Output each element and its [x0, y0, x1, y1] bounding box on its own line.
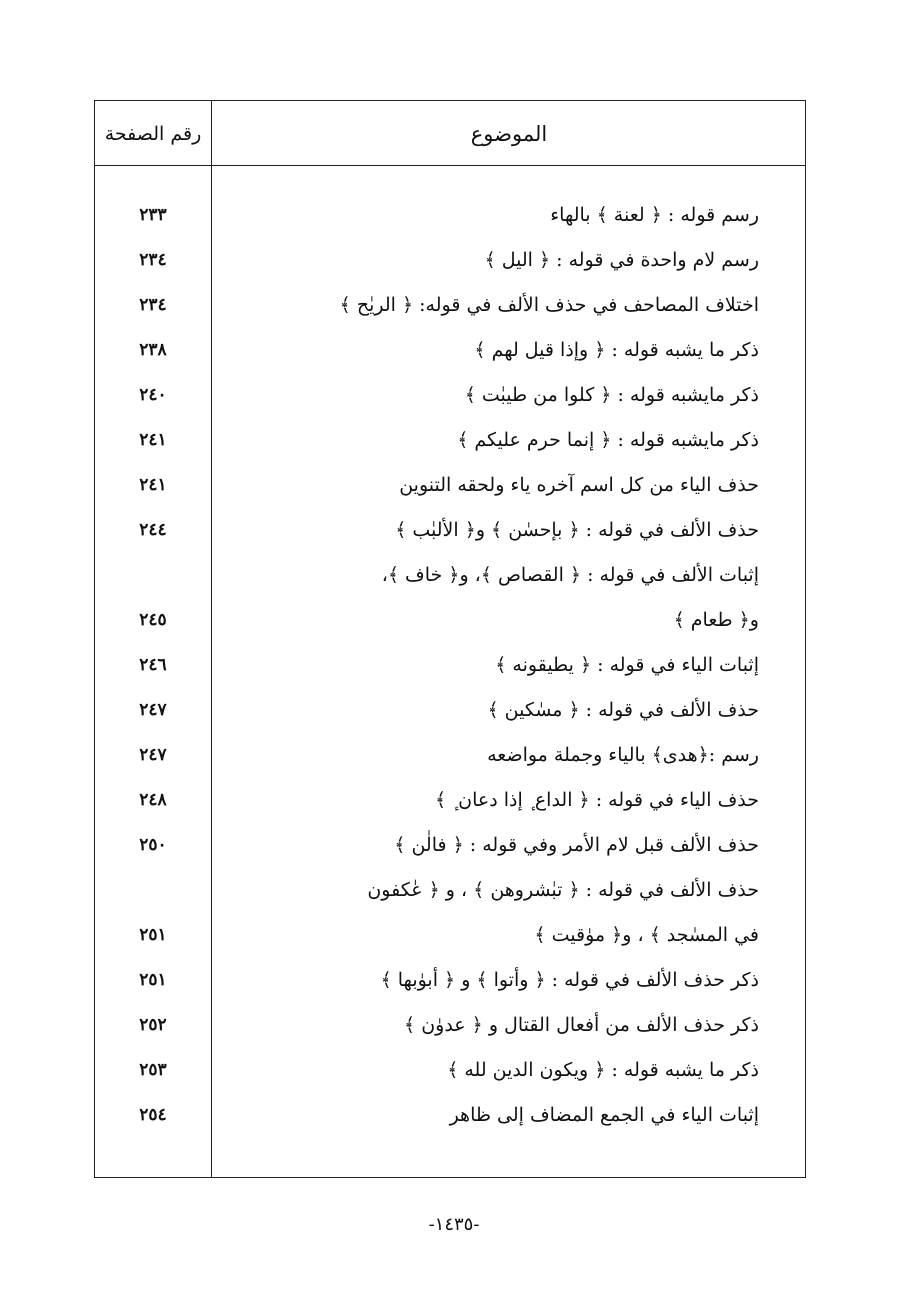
table-of-contents-frame: [94, 100, 806, 1178]
row-topic: ذكر حذف الألف من أفعال القتال و ﴿ عدوٰن ﴾: [404, 1014, 759, 1036]
table-row: [95, 283, 805, 328]
row-page-number: ٢٣٨: [139, 340, 167, 360]
row-topic: رسم :﴿هدى﴾ بالياء وجملة مواضعه: [487, 744, 759, 766]
row-topic: ذكر ما يشبه قوله : ﴿ وإذا قيل لهم ﴾: [474, 339, 759, 361]
row-topic: و﴿ طعام ﴾: [673, 609, 759, 631]
row-page-number: ٢٥٣: [139, 1060, 167, 1080]
table-row: [95, 913, 805, 958]
row-page-number: ٢٣٤: [139, 295, 167, 315]
row-topic: في المسٰجد ﴾ ، و﴿ موٰقيت ﴾: [534, 924, 759, 946]
row-topic: إثبات الألف في قوله : ﴿ القصاص ﴾، و﴿ خاف ﴾،: [381, 564, 759, 586]
row-topic: ذكر مايشبه قوله : ﴿ كلوا من طيبٰت ﴾: [464, 384, 759, 406]
table-row: [95, 373, 805, 418]
row-topic: حذف الألف في قوله : ﴿ بإحسٰن ﴾ و﴿ الألبٰب ﴾: [395, 519, 759, 541]
row-topic: حذف الياء من كل اسم آخره ياء ولحقه التنوين: [399, 474, 759, 496]
table-row: [95, 778, 805, 823]
row-page-number: ٢٤٧: [139, 700, 167, 720]
row-page-number: ٢٤٠: [139, 385, 167, 405]
table-row: [95, 193, 805, 238]
table-row: [95, 643, 805, 688]
table-row: [95, 688, 805, 733]
table-row: [95, 508, 805, 553]
table-row: [95, 598, 805, 643]
row-page-number: ٢٤٧: [139, 745, 167, 765]
page-number: -١٤٣٥-: [428, 1214, 480, 1235]
table-row: [95, 958, 805, 1003]
table-row: [95, 328, 805, 373]
row-page-number: ٢٤١: [139, 475, 167, 495]
row-topic: رسم لام واحدة في قوله : ﴿ اليل ﴾: [484, 249, 759, 271]
row-topic: إثبات الياء في الجمع المضاف إلى ظاهر: [449, 1104, 759, 1126]
row-page-number: ٢٤١: [139, 430, 167, 450]
table-row: [95, 238, 805, 283]
table-header: [95, 101, 805, 166]
page-column-header: رقم الصفحة: [104, 122, 202, 145]
row-topic: حذف الألف في قوله : ﴿ مسٰكين ﴾: [487, 699, 759, 721]
table-row: [95, 1048, 805, 1093]
row-page-number: ٢٥١: [139, 925, 167, 945]
row-topic: حذف الألف قبل لام الأمر وفي قوله : ﴿ فالٰن ﴾: [394, 834, 759, 856]
row-page-number: ٢٣٤: [139, 250, 167, 270]
table-row: [95, 1003, 805, 1048]
topic-column-header: الموضوع: [470, 121, 548, 146]
row-page-number: ٢٥٢: [139, 1015, 167, 1035]
row-page-number: ٢٤٤: [139, 520, 167, 540]
row-page-number: ٢٤٨: [139, 790, 167, 810]
row-page-number: ٢٥١: [139, 970, 167, 990]
row-topic: ذكر مايشبه قوله : ﴿ إنما حرم عليكم ﴾: [457, 429, 759, 451]
row-topic: حذف الألف في قوله : ﴿ تبٰشروهن ﴾ ، و ﴿ عٰكفون: [367, 879, 759, 901]
row-page-number: ٢٥٠: [139, 835, 167, 855]
row-page-number: ٢٥٤: [139, 1105, 167, 1125]
table-row: [95, 868, 805, 913]
table-row: [95, 1093, 805, 1138]
row-page-number: [95, 868, 211, 913]
row-topic: ذكر حذف الألف في قوله : ﴿ وأتوا ﴾ و ﴿ أبوٰبها ﴾: [380, 969, 759, 991]
table-row: [95, 823, 805, 868]
row-page-number: ٢٤٦: [139, 655, 167, 675]
row-topic: ذكر ما يشبه قوله : ﴿ ويكون الدين لله ﴾: [447, 1059, 759, 1081]
row-page-number: [95, 553, 211, 598]
row-topic: حذف الياء في قوله : ﴿ الداع ٕ إذا دعان ٕ ﴾: [434, 789, 759, 811]
table-row: [95, 418, 805, 463]
row-topic: إثبات الياء في قوله : ﴿ يطيقونه ﴾: [495, 654, 759, 676]
table-row: [95, 733, 805, 778]
row-page-number: ٢٣٣: [139, 205, 167, 225]
table-row: [95, 463, 805, 508]
table-row: [95, 553, 805, 598]
row-page-number: ٢٤٥: [139, 610, 167, 630]
row-topic: اختلاف المصاحف في حذف الألف في قوله: ﴿ الريٰح ﴾: [339, 294, 759, 316]
row-topic: رسم قوله : ﴿ لعنة ﴾ بالهاء: [550, 204, 759, 226]
